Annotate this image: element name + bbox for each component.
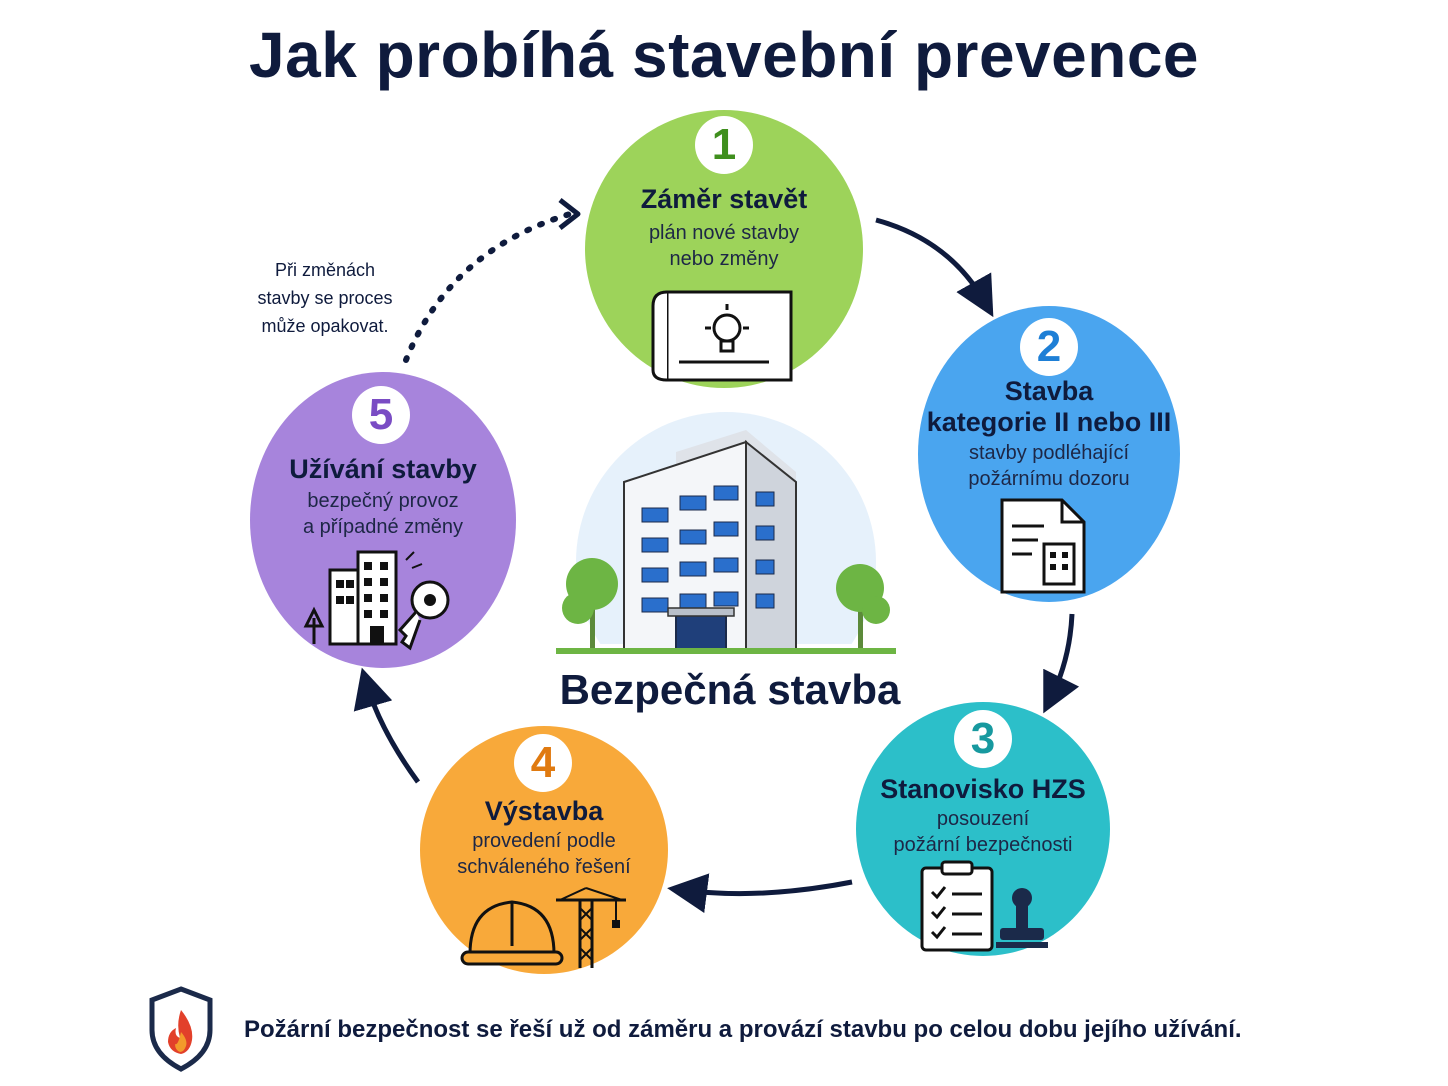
step-4-title: Výstavba — [484, 796, 604, 826]
footer-statement: Požární bezpečnost se řeší už od záměru a provází stavbu po celou dobu jejího užívání. — [244, 1016, 1242, 1043]
step-4-desc: provedení podle — [472, 830, 616, 852]
step-4-number: 4 — [514, 734, 572, 792]
arrow-4-to-5 — [366, 682, 418, 782]
step-5-title: Užívání stavby — [289, 454, 477, 484]
step-3-circle — [856, 702, 1110, 956]
step-1-number: 1 — [695, 116, 753, 174]
shield-fire-icon — [148, 986, 214, 1072]
building-key-icon — [302, 548, 462, 652]
note-line: Při změnách — [274, 260, 376, 280]
arrow-2-to-3 — [1050, 614, 1072, 700]
step-2-title: Stavba — [1004, 376, 1094, 406]
step-2-number: 2 — [1020, 318, 1078, 376]
step-2-desc: požárnímu dozoru — [968, 468, 1130, 490]
step-3-title: Stanovisko HZS — [880, 774, 1086, 804]
center-building-illustration — [556, 412, 896, 662]
step-5-desc: bezpečný provoz — [307, 490, 459, 512]
step-4-desc: schváleného řešení — [457, 856, 631, 878]
arrow-1-to-2 — [876, 220, 986, 304]
step-1-desc: plán nové stavby — [648, 222, 800, 244]
step-1-title: Záměr stavět — [640, 184, 808, 214]
arrow-3-to-4 — [682, 882, 852, 894]
step-1-circle — [585, 110, 863, 388]
note-line: stavby se proces — [257, 288, 393, 308]
arrow-5-to-1-dotted — [406, 214, 570, 360]
center-label: Bezpečná stavba — [559, 666, 901, 713]
step-2-circle — [918, 306, 1180, 602]
step-5-circle — [250, 372, 516, 668]
blueprint-lightbulb-icon — [649, 280, 799, 386]
hardhat-crane-icon — [460, 884, 630, 970]
step-2-title: kategorie II nebo III — [926, 407, 1172, 437]
clipboard-stamp-icon — [918, 860, 1058, 952]
step-2-desc: stavby podléhající — [968, 442, 1130, 464]
step-4-circle — [420, 726, 668, 974]
note-line: může opakovat. — [261, 316, 389, 336]
document-building-icon — [998, 496, 1088, 596]
page-title: Jak probíhá stavební prevence — [249, 19, 1199, 91]
repeat-note — [236, 256, 414, 340]
step-5-desc: a případné změny — [302, 516, 464, 538]
step-3-desc: posouzení — [936, 808, 1030, 830]
step-3-number: 3 — [954, 710, 1012, 768]
step-3-desc: požární bezpečnosti — [893, 834, 1073, 856]
step-5-number: 5 — [352, 386, 410, 444]
step-1-desc: nebo změny — [669, 248, 779, 270]
